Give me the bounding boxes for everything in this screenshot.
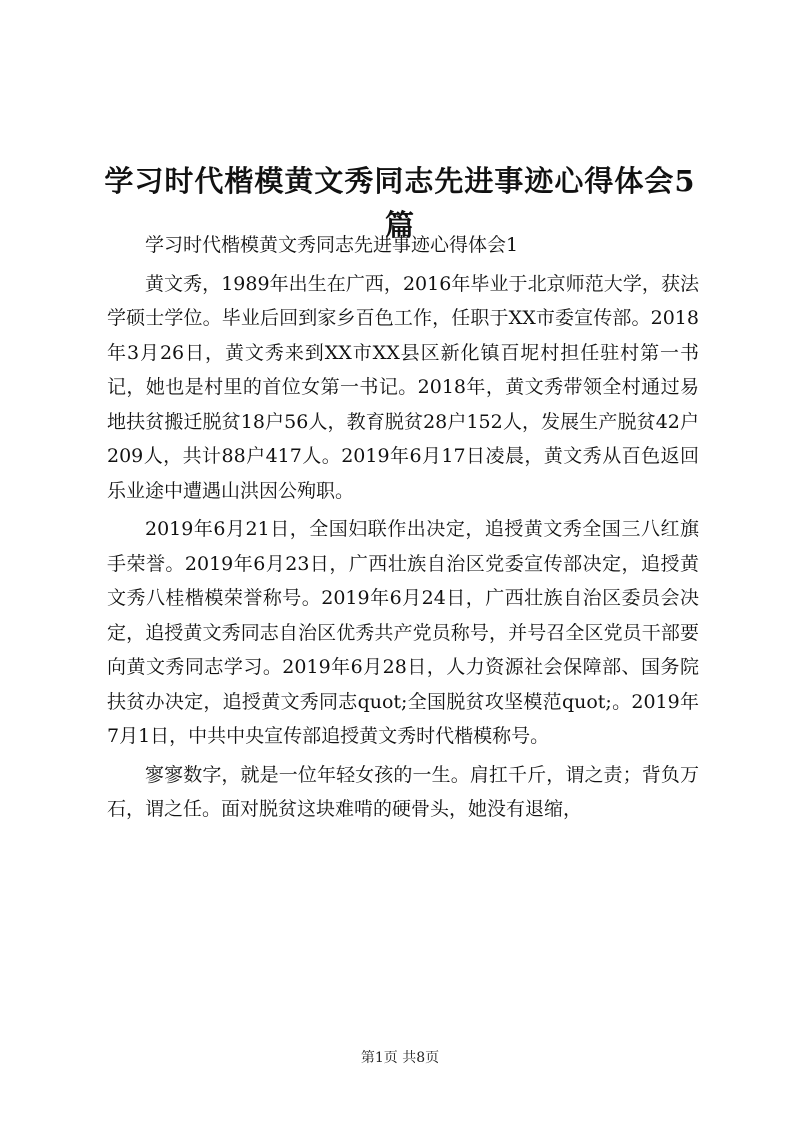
page-number-footer: 第1页 共8页 <box>360 1050 440 1066</box>
paragraph-3: 寥寥数字，就是一位年轻女孩的一生。肩扛千斤，谓之责；背负万石，谓之任。面对脱贫这块难啃的硬骨头，她没有退缩， <box>107 763 699 820</box>
document-body <box>107 228 699 831</box>
paragraph-1: 黄文秀，1989年出生在广西，2016年毕业于北京师范大学，获法学硕士学位。毕业后回到家乡百色工作，任职于XX市委宣传部。2018年3月26日，黄文秀来到XX市XX县区新化镇百坭村担任驻村第一书记，她也是村里的首位女第一书记。2018年，黄文秀带领全村通过易地扶贫搬迁脱贫18户56人，教育脱贫28户152人，发展生产脱贫42户209人，共计88户417人。2019年6月17日凌晨，黄文秀从百色返回乐业途中遭遇山洪因公殉职。 <box>107 272 699 502</box>
document-title: 学习时代楷模黄文秀同志先进事迹心得体会5篇 <box>104 164 696 243</box>
section-heading: 学习时代楷模黄文秀同志先进事迹心得体会1 <box>145 234 519 256</box>
paragraph-2: 2019年6月21日，全国妇联作出决定，追授黄文秀全国三八红旗手荣誉。2019年6月23日，广西壮族自治区党委宣传部决定，追授黄文秀八桂楷模荣誉称号。2019年6月24日，广西壮族自治区委员会决定，追授黄文秀同志自治区优秀共产党员称号，并号召全区党员干部要向黄文秀同志学习。2019年6月28日，人力资源社会保障部、国务院扶贫办决定，追授黄文秀同志quot;全国脱贫攻坚模范quot;。2019年7月1日，中共中央宣传部追授黄文秀时代楷模称号。 <box>107 518 699 747</box>
